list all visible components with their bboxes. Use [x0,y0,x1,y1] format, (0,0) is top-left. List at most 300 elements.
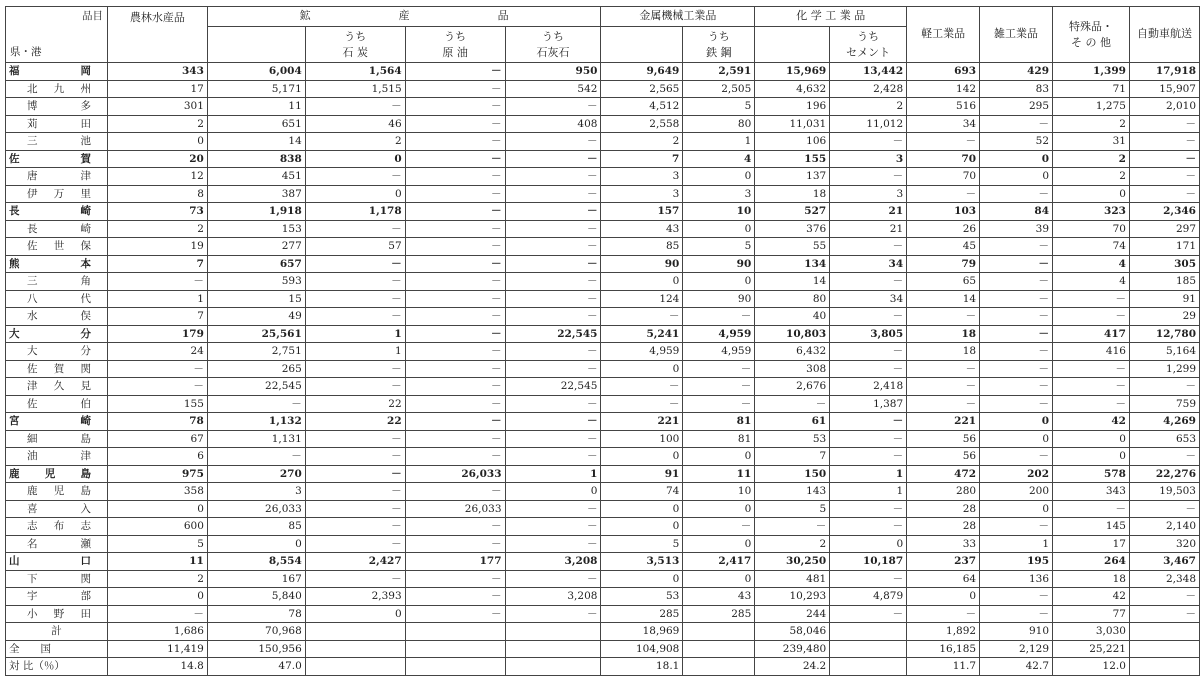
prefecture-row [6,255,1200,273]
cell: 4 [1053,255,1130,273]
cell: 155 [755,150,830,168]
cell: － [405,63,505,81]
cell: － [405,343,505,361]
cell: － [505,605,601,623]
cell: 653 [1129,430,1199,448]
cell: 100 [601,430,683,448]
cell: 195 [980,553,1053,571]
cell: 90 [683,255,755,273]
cell: 1,564 [305,63,405,81]
cell: 11.7 [907,658,980,676]
cell: － [683,395,755,413]
cell: 2,505 [683,80,755,98]
cell: 3,208 [505,553,601,571]
cell: 171 [1129,238,1199,256]
row-label: 喜 入 [6,500,108,518]
cell: 11 [207,98,305,116]
cell: － [830,168,907,186]
cell: － [907,185,980,203]
cell: 18,969 [601,623,683,641]
cell: 481 [755,570,830,588]
cell: 387 [207,185,305,203]
row-label: 細 島 [6,430,108,448]
cell: 244 [755,605,830,623]
cell: 5 [755,500,830,518]
row-label: 鹿 児 島 [6,483,108,501]
header-metal: 金属機械工業品 [601,7,755,27]
cell: 376 [755,220,830,238]
cell: － [980,518,1053,536]
cell: 0 [601,360,683,378]
port-row [6,185,1200,203]
cell: 28 [907,518,980,536]
cell: 1,275 [1053,98,1130,116]
cell: 2,129 [980,640,1053,658]
row-label: 油 津 [6,448,108,466]
cell: 56 [907,448,980,466]
cell: － [980,378,1053,396]
cell: － [830,133,907,151]
cell: 343 [107,63,207,81]
cell: － [830,448,907,466]
cell: － [107,273,207,291]
cell: 21 [830,220,907,238]
cell [683,658,755,676]
cell: － [305,570,405,588]
cell: 42 [1053,413,1130,431]
cell: 308 [755,360,830,378]
cell: 10 [683,203,755,221]
cell: 21 [830,203,907,221]
cell: － [1129,185,1199,203]
cell: 145 [1053,518,1130,536]
cell: 1,892 [907,623,980,641]
cell: － [1129,500,1199,518]
cell: 358 [107,483,207,501]
row-label: 佐 賀 [6,150,108,168]
cell: 5 [683,98,755,116]
cell: 8,554 [207,553,305,571]
cell: 15 [207,290,305,308]
cell [505,658,601,676]
port-row [6,133,1200,151]
cell: 593 [207,273,305,291]
cell: 4,879 [830,588,907,606]
cell: 11,012 [830,115,907,133]
cell: 600 [107,518,207,536]
prefecture-row [6,63,1200,81]
cell: 4,632 [755,80,830,98]
cell: 25,221 [1053,640,1130,658]
cell: － [907,378,980,396]
cell: － [830,518,907,536]
row-label: 三 角 [6,273,108,291]
cell: 2 [601,133,683,151]
cell: 143 [755,483,830,501]
cell: 7 [107,308,207,326]
row-label: 北 九 州 [6,80,108,98]
cell: － [755,518,830,536]
cell: 64 [907,570,980,588]
cell: － [305,518,405,536]
cell: － [505,203,601,221]
cell: 1 [830,483,907,501]
row-label: 宮 崎 [6,413,108,431]
cell [405,658,505,676]
cell: 17 [107,80,207,98]
cell: 4,959 [601,343,683,361]
cell: 43 [601,220,683,238]
cell: 0 [305,150,405,168]
cell: 30,250 [755,553,830,571]
cell: － [830,413,907,431]
cell: 6 [107,448,207,466]
cell: － [107,605,207,623]
port-row [6,588,1200,606]
cell: 0 [601,500,683,518]
cell: － [405,413,505,431]
cell: 221 [907,413,980,431]
cell: － [405,255,505,273]
header-auto: 自動車航送 [1129,7,1199,63]
cell: 2 [107,570,207,588]
cell: 0 [305,605,405,623]
cell: － [980,588,1053,606]
cell: 202 [980,465,1053,483]
cell: 0 [683,448,755,466]
port-row [6,500,1200,518]
cell: 177 [405,553,505,571]
cell: － [980,238,1053,256]
cell: 2 [107,220,207,238]
cell: 56 [907,430,980,448]
port-row [6,273,1200,291]
cell [505,640,601,658]
port-row [6,168,1200,186]
cell: － [405,290,505,308]
prefecture-row [6,465,1200,483]
cell: 124 [601,290,683,308]
cell: 155 [107,395,207,413]
cell: 1 [305,343,405,361]
cell: 2 [1053,115,1130,133]
cell: 0 [980,430,1053,448]
row-label: 大 分 [6,343,108,361]
cell: － [305,273,405,291]
cell: 2 [755,535,830,553]
cell: － [305,308,405,326]
cell: 1,686 [107,623,207,641]
cell: － [980,395,1053,413]
cell: 285 [683,605,755,623]
cell: － [830,308,907,326]
cell: 70 [907,150,980,168]
cell: 73 [107,203,207,221]
cell: 5,164 [1129,343,1199,361]
cell: － [405,98,505,116]
cell: － [405,360,505,378]
cell: － [755,395,830,413]
cell: － [601,308,683,326]
cell: 134 [755,255,830,273]
cell: 12,780 [1129,325,1199,343]
cell: － [505,343,601,361]
port-row [6,220,1200,238]
row-label: 大 分 [6,325,108,343]
row-label: 志 布 志 [6,518,108,536]
cell: 39 [980,220,1053,238]
cell: 43 [683,588,755,606]
cell: － [505,185,601,203]
cell: 13,442 [830,63,907,81]
cell: 12.0 [1053,658,1130,676]
cell: － [830,570,907,588]
cell: － [830,273,907,291]
cell: 78 [207,605,305,623]
cell: 2,751 [207,343,305,361]
cell: 49 [207,308,305,326]
cell: 2,417 [683,553,755,571]
cell: － [1053,360,1130,378]
cell: 14 [907,290,980,308]
cell: 81 [683,413,755,431]
cell: 838 [207,150,305,168]
cell: 7 [755,448,830,466]
cell [830,623,907,641]
header-steel: うち 鉄 鋼 [683,27,755,63]
cell: 5 [683,238,755,256]
cell: 81 [683,430,755,448]
cell: 472 [907,465,980,483]
row-label: 佐 世 保 [6,238,108,256]
cell: － [1129,133,1199,151]
cell [830,640,907,658]
cell: 0 [601,518,683,536]
cell: － [1053,378,1130,396]
cell: － [305,430,405,448]
cell: 239,480 [755,640,830,658]
cell: 53 [601,588,683,606]
cell: － [830,360,907,378]
cell: － [405,150,505,168]
port-row [6,238,1200,256]
row-label: 福 岡 [6,63,108,81]
cell: 759 [1129,395,1199,413]
cell: 320 [1129,535,1199,553]
cell: 3 [683,185,755,203]
cell: 18 [907,325,980,343]
cell: － [405,220,505,238]
cell: 651 [207,115,305,133]
port-row [6,98,1200,116]
cell: 22,545 [207,378,305,396]
cell: － [405,325,505,343]
cell: 0 [601,570,683,588]
prefecture-row [6,553,1200,571]
cell: － [405,168,505,186]
cell: 11,031 [755,115,830,133]
cell: － [1129,150,1199,168]
cell: 3 [207,483,305,501]
cell: － [405,80,505,98]
port-row [6,483,1200,501]
cell: 150,956 [207,640,305,658]
cell: 950 [505,63,601,81]
cell: － [107,378,207,396]
port-row [6,535,1200,553]
cell: 297 [1129,220,1199,238]
cell: 185 [1129,273,1199,291]
cell: 137 [755,168,830,186]
header-cement: うち セメント [830,27,907,63]
cell: 1,918 [207,203,305,221]
cell: 3 [830,150,907,168]
cell: 280 [907,483,980,501]
cell: 0 [107,133,207,151]
cell: － [980,448,1053,466]
cell: 26,033 [405,500,505,518]
cell: － [1129,115,1199,133]
cell: 103 [907,203,980,221]
cell: 323 [1053,203,1130,221]
cell: － [683,308,755,326]
cell: 61 [755,413,830,431]
cell: 34 [907,115,980,133]
cell: 237 [907,553,980,571]
port-row [6,80,1200,98]
cell: － [305,378,405,396]
cell: 29 [1129,308,1199,326]
cell: 5,840 [207,588,305,606]
cell: － [107,360,207,378]
cell: 9,649 [601,63,683,81]
cell: 47.0 [207,658,305,676]
cell: 0 [980,413,1053,431]
cell: 2 [830,98,907,116]
cell: 42.7 [980,658,1053,676]
cell: 301 [107,98,207,116]
cell: － [207,395,305,413]
cell [505,623,601,641]
cell: 15,907 [1129,80,1199,98]
cell: － [305,448,405,466]
cell: 408 [505,115,601,133]
cell: 33 [907,535,980,553]
cell: 1,399 [1053,63,1130,81]
cell: 46 [305,115,405,133]
row-label: 下 関 [6,570,108,588]
cell: － [505,168,601,186]
cell: 84 [980,203,1053,221]
cell: 196 [755,98,830,116]
cell: － [980,605,1053,623]
cell: － [505,518,601,536]
cell: 1 [830,465,907,483]
cell: － [405,308,505,326]
cell: 17,918 [1129,63,1199,81]
total-row [6,640,1200,658]
cell: － [305,465,405,483]
cell [1129,623,1199,641]
row-label: 八 代 [6,290,108,308]
row-label: 三 池 [6,133,108,151]
port-row [6,448,1200,466]
cell: 5,241 [601,325,683,343]
cell: 10,293 [755,588,830,606]
cell: 18.1 [601,658,683,676]
cell: － [305,220,405,238]
header-mining: 鉱 産 品 [207,7,601,27]
cell: 2,591 [683,63,755,81]
cell: 1 [505,465,601,483]
port-row [6,395,1200,413]
cell: 150 [755,465,830,483]
cell: 42 [1053,588,1130,606]
cell: － [1053,308,1130,326]
cell: 19,503 [1129,483,1199,501]
cell: 2,010 [1129,98,1199,116]
cell: 693 [907,63,980,81]
port-row [6,570,1200,588]
header-chem-total [755,27,830,63]
cell: 70 [1053,220,1130,238]
cell: 1,515 [305,80,405,98]
corner-item-label: 品目 [81,10,103,22]
cell: 22,545 [505,378,601,396]
cell: 70 [907,168,980,186]
cell: 26,033 [405,465,505,483]
cell [305,640,405,658]
cell: 1 [305,325,405,343]
total-label: 計 [6,623,108,641]
cell: 10,803 [755,325,830,343]
cell: 265 [207,360,305,378]
corner-header [6,7,108,63]
cell: 22 [305,395,405,413]
cell: － [1053,500,1130,518]
cell: 26,033 [207,500,305,518]
cell: 4,959 [683,325,755,343]
cell: 3,467 [1129,553,1199,571]
cell: － [405,133,505,151]
cell: － [305,168,405,186]
cell: 6,004 [207,63,305,81]
cell: 77 [1053,605,1130,623]
cell: 10 [683,483,755,501]
cell: － [830,605,907,623]
cell: － [505,98,601,116]
cell: 2,558 [601,115,683,133]
cell: － [405,185,505,203]
header-metal-total [601,27,683,63]
cell: － [405,115,505,133]
cell: 1 [107,290,207,308]
port-row [6,360,1200,378]
cell: － [505,150,601,168]
cell: － [505,500,601,518]
cell: － [405,588,505,606]
cell: 7 [107,255,207,273]
cell: 24.2 [755,658,830,676]
cell: － [505,413,601,431]
cell: 2,393 [305,588,405,606]
cell: 1,132 [207,413,305,431]
cell: 0 [207,535,305,553]
cell: － [1129,605,1199,623]
cell: － [980,185,1053,203]
row-label: 佐 伯 [6,395,108,413]
cell: － [505,395,601,413]
